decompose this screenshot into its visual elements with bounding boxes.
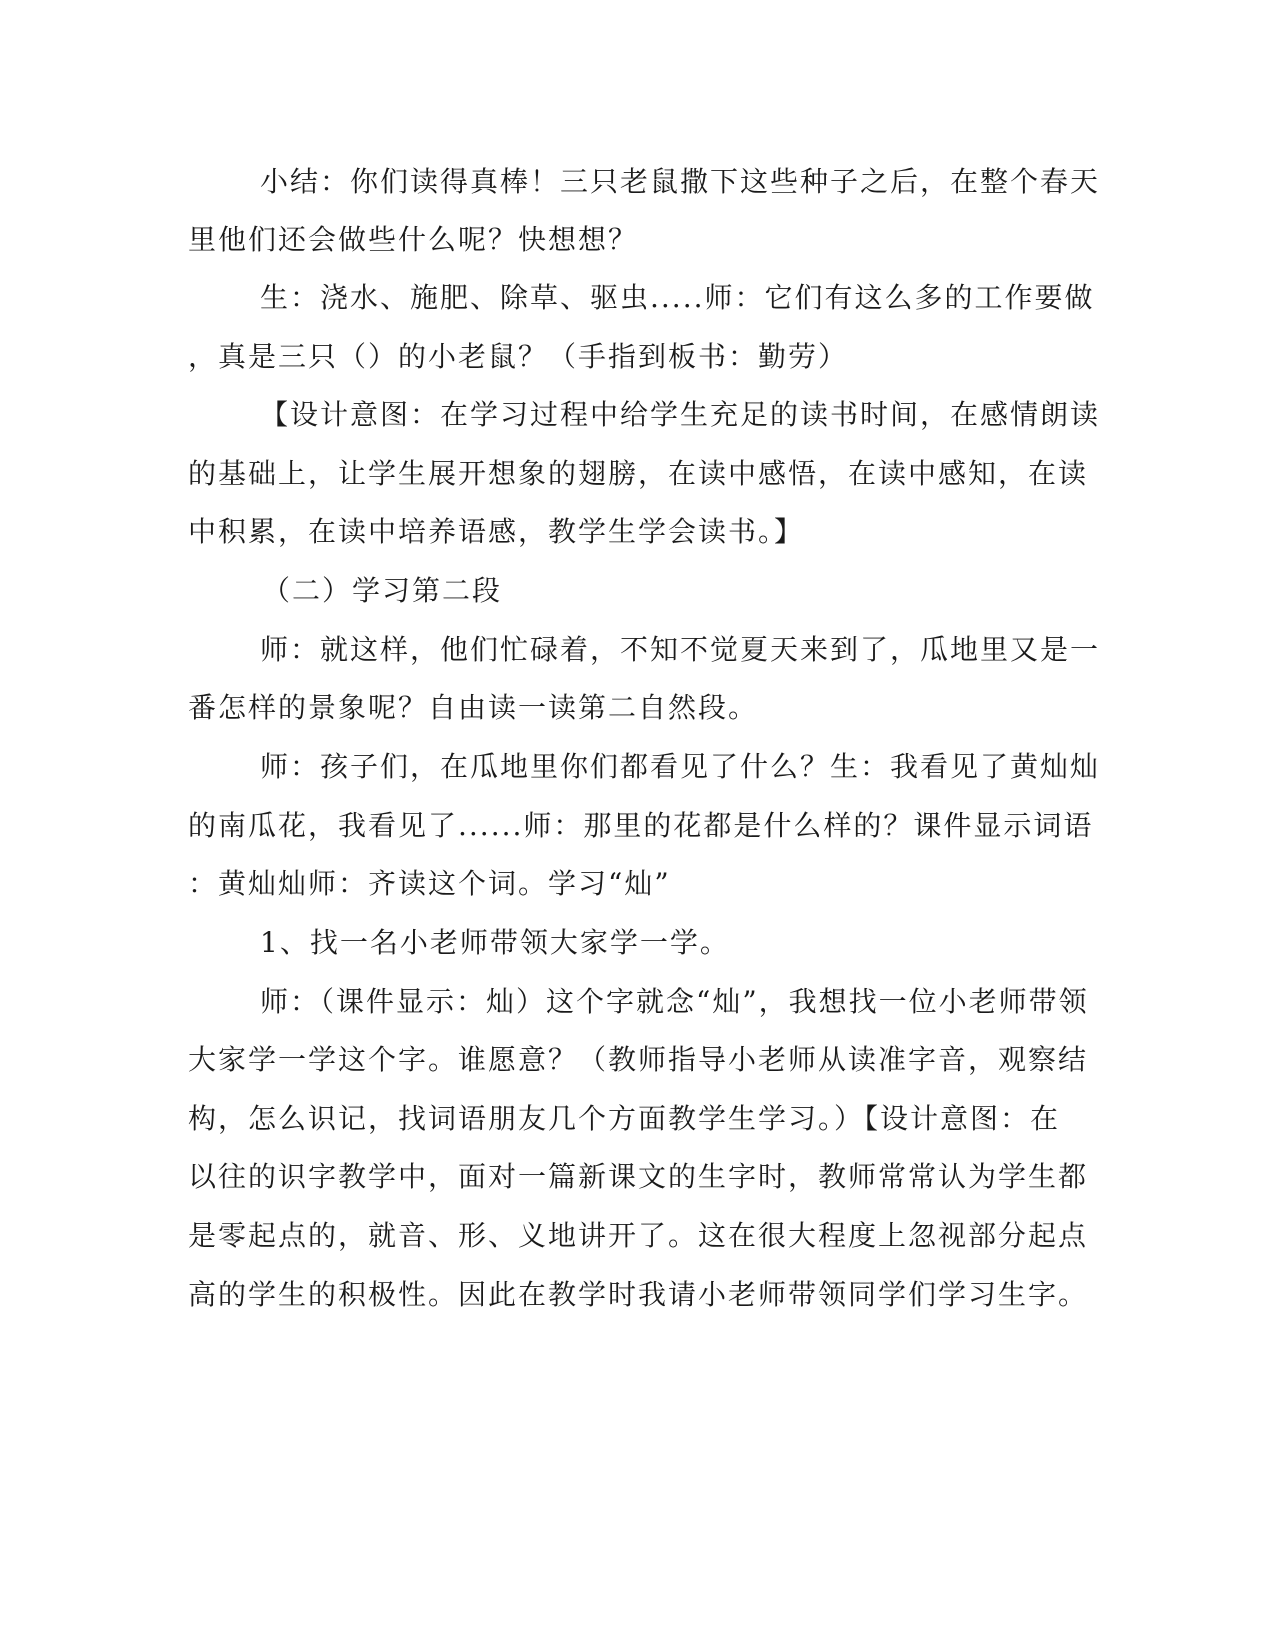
paragraph-summary-line-1: 小结：你们读得真棒！三只老鼠撒下这些种子之后，在整个春天 bbox=[260, 165, 1101, 198]
paragraph-character-line-5: 是零起点的，就音、形、义地讲开了。这在很大程度上忽视部分起点 bbox=[188, 1219, 1089, 1252]
paragraph-character-line-1: 师：（课件显示：灿）这个字就念“灿”，我想找一位小老师带领 bbox=[260, 985, 1089, 1018]
paragraph-design-intent-line-1: 【设计意图：在学习过程中给学生充足的读书时间，在感情朗读 bbox=[260, 398, 1101, 431]
paragraph-design-intent-line-2: 的基础上，让学生展开想象的翅膀，在读中感悟，在读中感知，在读 bbox=[188, 457, 1089, 490]
paragraph-summary-line-2: 里他们还会做些什么呢？快想想？ bbox=[188, 223, 639, 256]
paragraph-dialogue-line-2: 的南瓜花，我看见了......师：那里的花都是什么样的？课件显示词语 bbox=[188, 809, 1094, 842]
paragraph-character-line-6: 高的学生的积极性。因此在教学时我请小老师带领同学们学习生字。 bbox=[188, 1278, 1089, 1311]
paragraph-student-answer-line-2: ，真是三只（）的小老鼠？（手指到板书：勤劳） bbox=[188, 340, 849, 373]
paragraph-student-answer-line-1: 生：浇水、施肥、除草、驱虫.....师：它们有这么多的工作要做 bbox=[260, 281, 1095, 314]
paragraph-teacher-line-1: 师：就这样，他们忙碌着，不知不觉夏天来到了，瓜地里又是一 bbox=[260, 633, 1101, 666]
paragraph-design-intent-line-3: 中积累，在读中培养语感，教学生学会读书。】 bbox=[188, 515, 805, 548]
paragraph-character-line-3: 构，怎么识记，找词语朋友几个方面教学生学习。）【设计意图：在 bbox=[188, 1102, 1061, 1135]
paragraph-dialogue-line-3: ：黄灿灿师：齐读这个词。学习“灿” bbox=[188, 867, 671, 900]
paragraph-teacher-line-2: 番怎样的景象呢？自由读一读第二自然段。 bbox=[188, 691, 759, 724]
list-item-1: 1、找一名小老师带领大家学一学。 bbox=[260, 926, 730, 959]
paragraph-dialogue-line-1: 师：孩子们，在瓜地里你们都看见了什么？生：我看见了黄灿灿 bbox=[260, 750, 1101, 783]
paragraph-character-line-2: 大家学一学这个字。谁愿意？（教师指导小老师从读准字音，观察结 bbox=[188, 1043, 1089, 1076]
section-heading: （二）学习第二段 bbox=[262, 574, 503, 607]
paragraph-character-line-4: 以往的识字教学中，面对一篇新课文的生字时，教师常常认为学生都 bbox=[188, 1160, 1089, 1193]
